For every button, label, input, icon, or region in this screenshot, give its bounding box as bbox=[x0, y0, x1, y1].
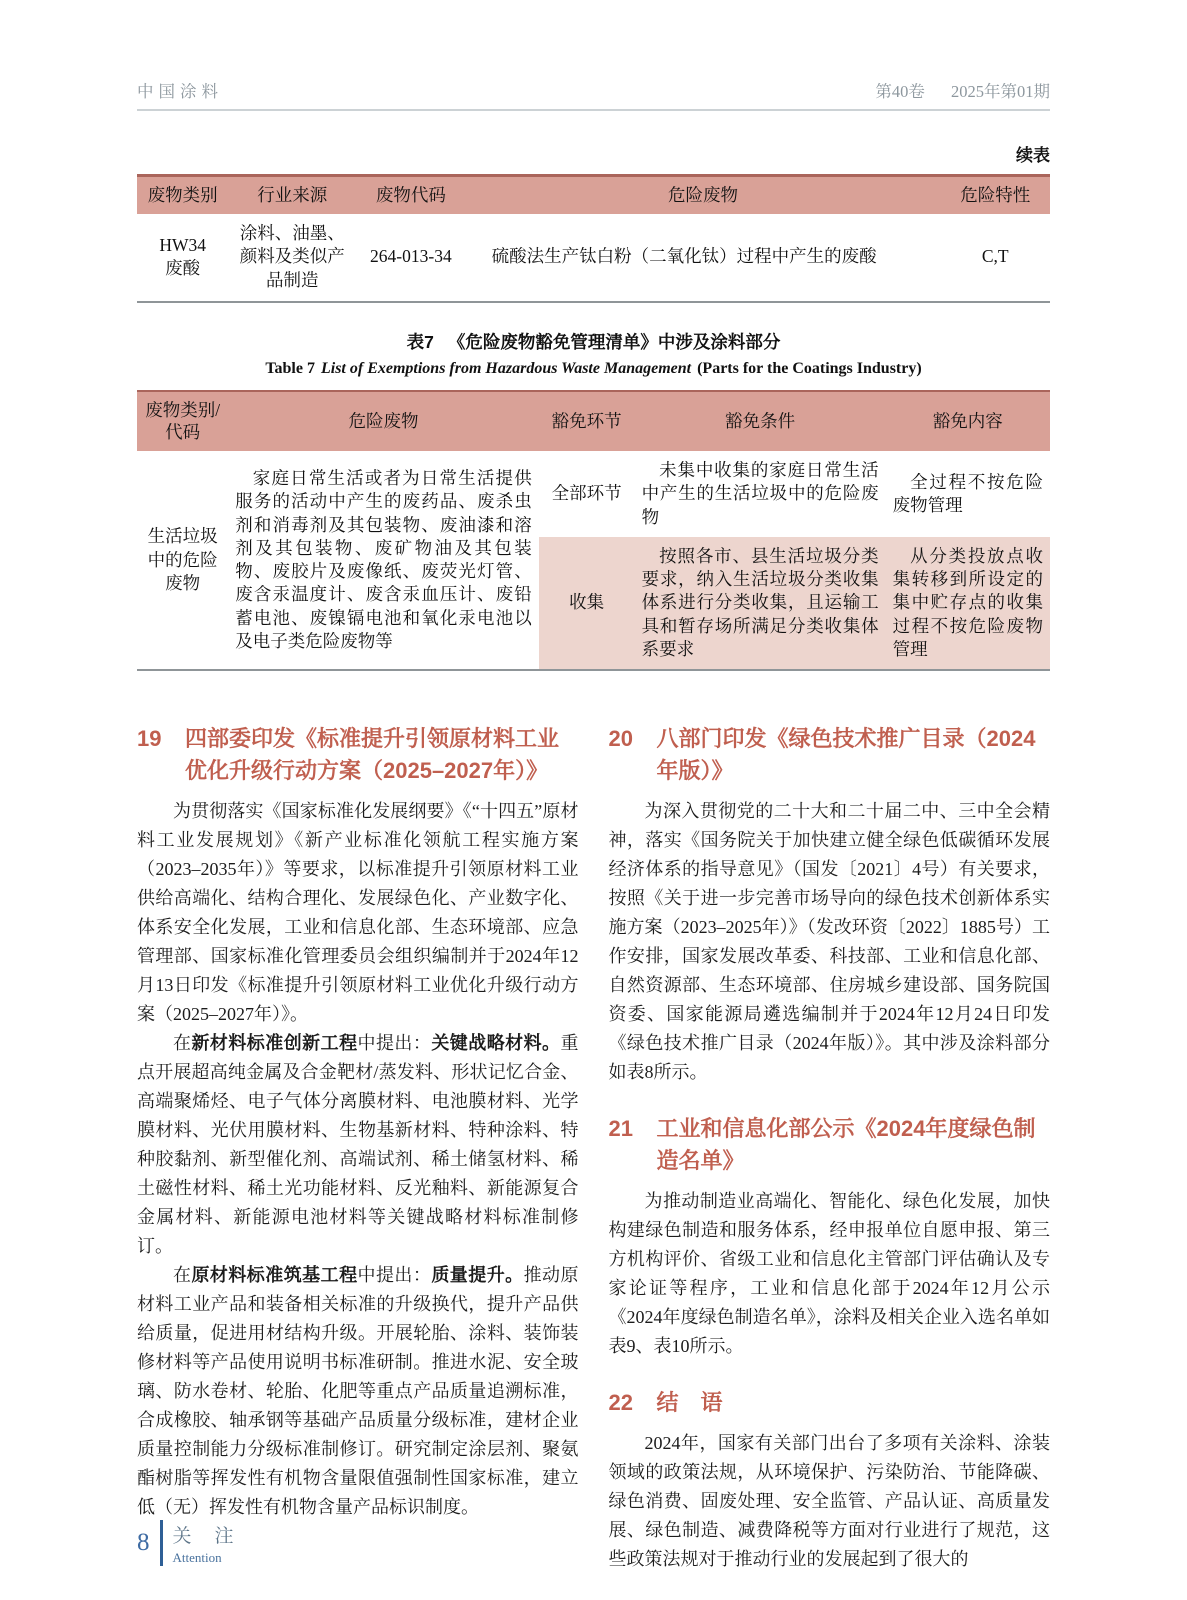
table7-caption-en bbox=[137, 360, 1050, 378]
header-cell-waste-code: 废物代码 bbox=[356, 176, 466, 214]
text-run: 推动原材料工业产品和装备相关标准的升级换代，提升产品供给质量，促进用材结构升级。开展轮胎、涂料、装饰装修材料等产品使用说明书标准研制。推进水泥、安全玻璃、防水卷材、轮胎、化肥等重点产品质量追溯标准，合成橡胶、轴承钢等基础产品质量分级标准，建材企业质量控制能力分级标准制修订。研究制定涂层剂、聚氨酯树脂等挥发性有机物含量限值强制性国家标准，建立低（无）挥发性有机物含量产品标识制度。 bbox=[137, 1265, 579, 1518]
section-22-title: 结 语 bbox=[656, 1390, 723, 1416]
waste-category-name: 废酸 bbox=[165, 258, 201, 279]
cell-waste-category bbox=[137, 214, 228, 302]
text-run: 在 bbox=[173, 1033, 192, 1054]
left-column bbox=[137, 723, 579, 1574]
header-cell-hazardous-waste: 危险废物 bbox=[466, 176, 941, 214]
page-footer bbox=[137, 1520, 236, 1566]
text-run: 重点开展超高纯金属及合金靶材/蒸发料、形状记忆合金、高端聚烯烃、电子气体分离膜材料、电池膜材料、光学膜材料、光伏用膜材料、生物基新材料、特种涂料、特种胶黏剂、新型催化剂、高端试剂、稀土储氢材料、稀土磁性材料、稀土光功能材料、反光釉料、新能源复合金属材料、新能源电池材料等关键战略材料标准制修订。 bbox=[137, 1033, 579, 1257]
text-run: 中提出： bbox=[357, 1033, 432, 1054]
cell-exempt-condition: 未集中收集的家庭日常生活中产生的生活垃圾中的危险废物 bbox=[641, 460, 879, 527]
footer-section-zh: 关 注 bbox=[172, 1525, 236, 1547]
section-21-paragraph-1: 为推动制造业高端化、智能化、绿色化发展，加快构建绿色制造和服务体系，经申报单位自愿申报、第三方机构评价、省级工业和信息化主管部门评估确认及专家论证等程序，工业和信息化部于2024年12月公示《2024年度绿色制造名单》，涂料及相关企业入选名单如表9、表10所示。 bbox=[608, 1191, 1050, 1357]
cell-category: 生活垃圾中的危险废物 bbox=[147, 526, 218, 593]
section-19-paragraph-1: 为贯彻落实《国家标准化发展纲要》《“十四五”原材料工业发展规划》《新产业标准化领航工程实施方案（2023–2035年）》等要求，以标准提升引领原材料工业供给高端化、结构合理化、发展绿色化、产业数字化、体系安全化发展，工业和信息化部、生态环境部、应急管理部、国家标准化管理委员会组织编制并于2024年12月13日印发《标准提升引领原材料工业优化升级行动方案（2025–2027年）》。 bbox=[137, 801, 579, 1025]
table-row bbox=[137, 214, 1050, 302]
cell-hazard-characteristic: C,T bbox=[981, 246, 1009, 267]
cell-hazardous-waste-description: 硫酸法生产钛白粉（二氧化钛）过程中产生的废酸 bbox=[491, 246, 877, 267]
section-21-number: 21 bbox=[608, 1116, 633, 1142]
footer-section-en: Attention bbox=[172, 1549, 222, 1565]
header-cell-hazardous-waste: 危险废物 bbox=[228, 391, 538, 452]
header-cell-hazard-characteristic: 危险特性 bbox=[940, 176, 1050, 214]
footer-divider-bar bbox=[160, 1520, 163, 1566]
cell-hazardous-waste-description: 家庭日常生活或者为日常生活提供服务的活动中产生的废药品、废杀虫剂和消毒剂及其包装物、废油漆和溶剂及其包装物、废矿物油及其包装物、废胶片及废像纸、废荧光灯管、废含汞温度计、废含汞血压计、废铅蓄电池、废镍镉电池和氧化汞电池以及电子类危险废物等 bbox=[235, 468, 532, 651]
header-cell-exempt-stage: 豁免环节 bbox=[539, 391, 635, 452]
section-20-paragraph-1: 为深入贯彻党的二十大和二十届二中、三中全会精神，落实《国务院关于加快建立健全绿色低碳循环发展经济体系的指导意见》（国发〔2021〕4号）有关要求，按照《关于进一步完善市场导向的绿色技术创新体系实施方案（2023–2025年）》（发改环资〔2022〕1885号）工作安排，国家发展改革委、科技部、工业和信息化部、自然资源部、生态环境部、住房城乡建设部、国务院国资委、国家能源局遴选编制并于2024年12月24日印发《绿色技术推广目录（2024年版）》。其中涉及涂料部分如表8所示。 bbox=[608, 801, 1050, 1083]
continued-table-label: 续表 bbox=[1016, 146, 1050, 165]
exemption-list-table bbox=[137, 390, 1050, 672]
issue-label: 2025年第01期 bbox=[951, 82, 1050, 101]
section-19-paragraph-3 bbox=[137, 1261, 579, 1522]
page-header bbox=[137, 78, 1050, 102]
section-22-number: 22 bbox=[608, 1390, 633, 1416]
section-22-paragraph-1: 2024年，国家有关部门出台了多项有关涂料、涂装领域的政策法规，从环境保护、污染防治、节能降碳、绿色消费、固废处理、安全监管、产品认证、高质量发展、绿色制造、减费降税等方面对行业进行了规范，这些政策法规对于推动行业的发展起到了很大的 bbox=[608, 1433, 1050, 1570]
text-run-bold: 原材料标准筑基工程 bbox=[191, 1265, 358, 1286]
section-20-title: 八部门印发《绿色技术推广目录（2024年版）》 bbox=[656, 726, 1036, 784]
article-columns bbox=[137, 723, 1050, 1574]
section-19-title: 四部委印发《标准提升引领原材料工业优化升级行动方案（2025–2027年）》 bbox=[185, 726, 560, 784]
hazardous-waste-continued-table bbox=[137, 174, 1050, 303]
cell-exempt-stage: 收集 bbox=[539, 537, 635, 670]
header-cell-industry-source: 行业来源 bbox=[228, 176, 356, 214]
table7-caption-en-title: List of Exemptions from Hazardous Waste Management bbox=[320, 359, 692, 377]
table-header-row bbox=[137, 176, 1050, 214]
right-column bbox=[609, 723, 1051, 1574]
table7-caption-label: 表7 bbox=[406, 331, 434, 352]
section-22-heading bbox=[609, 1387, 1051, 1419]
text-run: 中提出： bbox=[357, 1265, 432, 1286]
cell-industry-source: 涂料、油墨、颜料及类似产品制造 bbox=[239, 222, 345, 290]
header-cell-waste-category: 废物类别 bbox=[137, 176, 228, 214]
page-number: 8 bbox=[137, 1529, 150, 1556]
section-19-number: 19 bbox=[137, 726, 162, 752]
section-20-number: 20 bbox=[608, 726, 633, 752]
waste-code-id: HW34 bbox=[159, 234, 206, 255]
cell-exempt-content: 从分类投放点收集转移到所设定的集中贮存点的收集过程不按危险废物管理 bbox=[886, 537, 1050, 670]
header-cell-category-code: 废物类别/代码 bbox=[137, 391, 228, 452]
journal-title: 中国涂料 bbox=[137, 82, 223, 101]
footer-section-name bbox=[173, 1521, 236, 1566]
text-run-bold: 质量提升。 bbox=[431, 1265, 524, 1286]
table7-caption-en-label: Table 7 bbox=[265, 359, 315, 377]
header-cell-exempt-condition: 豁免条件 bbox=[635, 391, 886, 452]
table7-caption-text: 《危险废物豁免管理清单》中涉及涂料部分 bbox=[447, 331, 781, 352]
text-run-bold: 新材料标准创新工程 bbox=[191, 1033, 358, 1054]
section-21-title: 工业和信息化部公示《2024年度绿色制造名单》 bbox=[656, 1116, 1036, 1174]
text-run: 在 bbox=[173, 1265, 192, 1286]
cell-exempt-stage: 全部环节 bbox=[551, 483, 622, 504]
section-19-paragraph-2 bbox=[137, 1029, 579, 1261]
cell-waste-code: 264-013-34 bbox=[370, 246, 452, 267]
table7-caption-zh bbox=[137, 329, 1050, 354]
text-run-bold: 关键战略材料。 bbox=[431, 1033, 561, 1054]
section-21-heading bbox=[609, 1113, 1051, 1177]
cell-exempt-condition: 按照各市、县生活垃圾分类要求，纳入生活垃圾分类收集体系进行分类收集，且运输工具和暂存场所满足分类收集体系要求 bbox=[635, 537, 886, 670]
header-divider bbox=[137, 109, 1050, 111]
table7-caption-en-tail: (Parts for the Coatings Industry) bbox=[697, 359, 922, 377]
table-row-all-stages bbox=[137, 451, 1050, 537]
header-cell-exempt-content: 豁免内容 bbox=[886, 391, 1050, 452]
volume-label: 第40卷 bbox=[875, 82, 925, 101]
section-19-heading bbox=[137, 723, 579, 787]
table-header-row bbox=[137, 391, 1050, 452]
issue-info bbox=[853, 78, 1050, 102]
section-20-heading bbox=[609, 723, 1051, 787]
cell-exempt-content: 全过程不按危险废物管理 bbox=[892, 471, 1043, 516]
